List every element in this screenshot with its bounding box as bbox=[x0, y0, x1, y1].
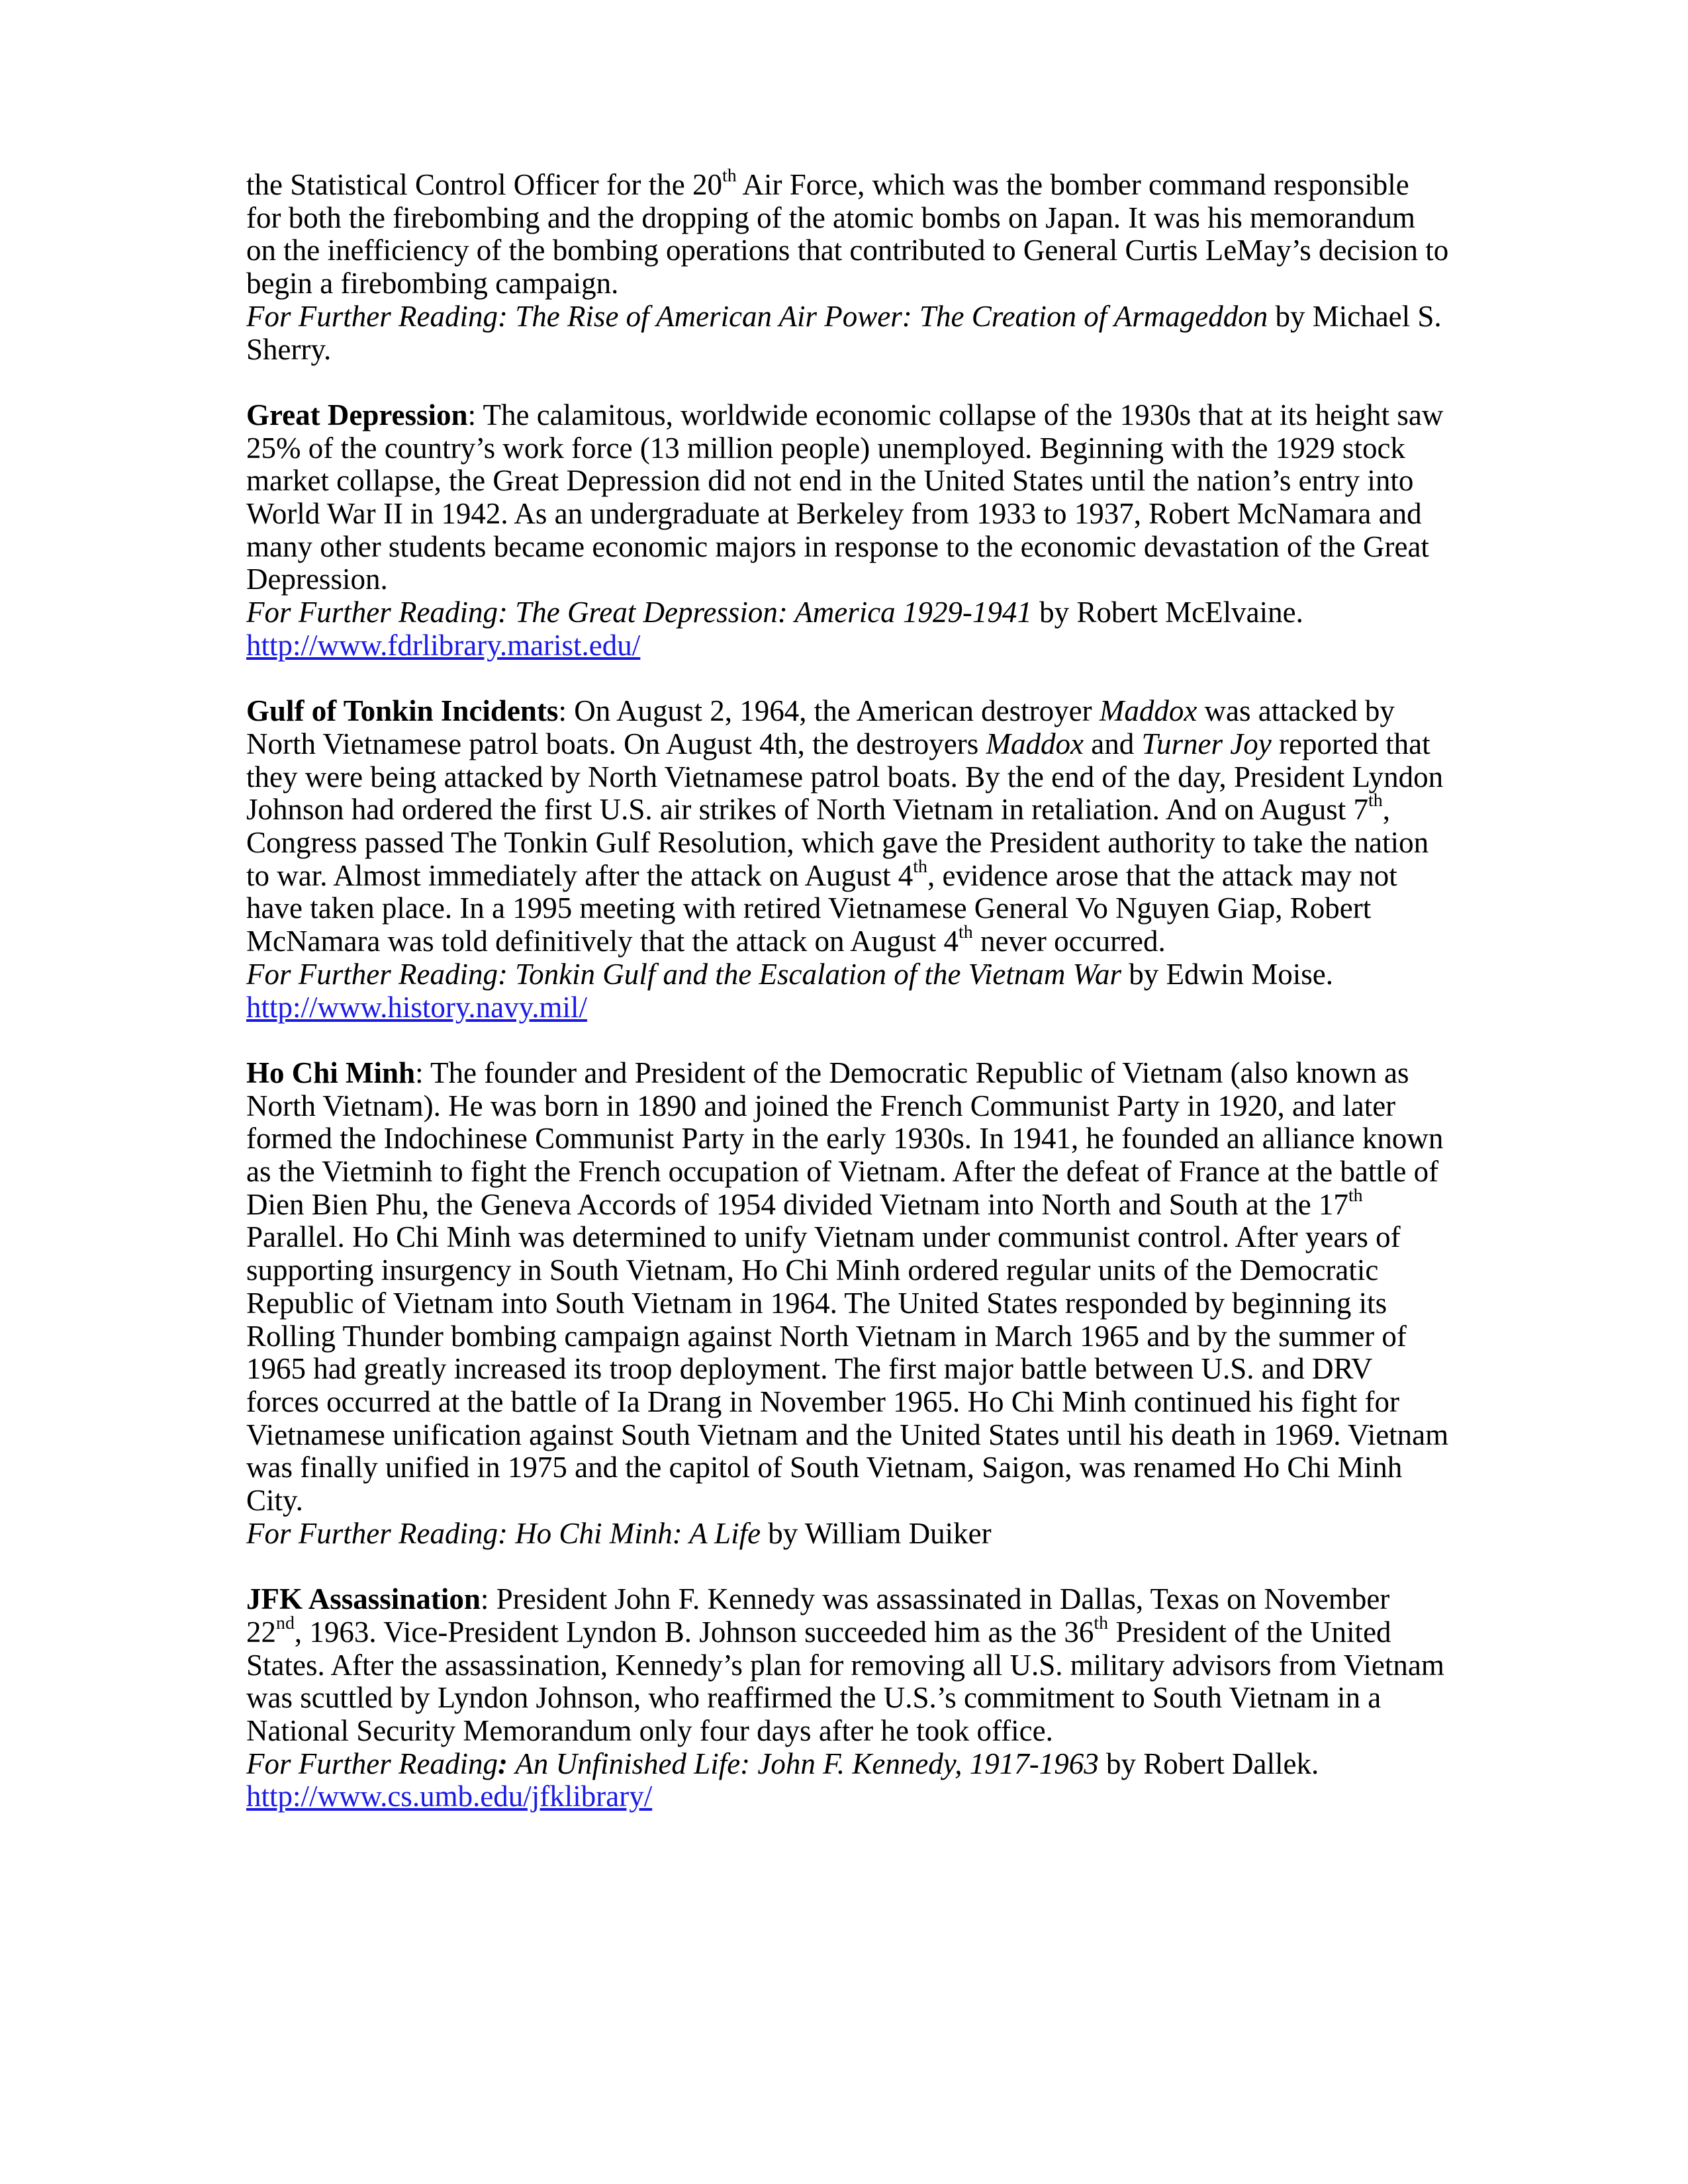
glossary-term: JFK Assassination bbox=[246, 1582, 481, 1616]
glossary-term: Ho Chi Minh bbox=[246, 1056, 416, 1089]
entry-body: JFK Assassination: President John F. Kennedy was assassinated in Dallas, Texas on November 22nd, 1963. Vice-President Lyndon B. Johnson succeeded him as the 36th President of the United States. After the assassination, Kennedy’s plan for removing all U.S. military advisors from Vietnam was scuttled by Lyndon Johnson, who reaffirmed the U.S.’s commitment to South Vietnam in a National Security Memorandum only four days after he took office. bbox=[246, 1582, 1444, 1747]
document-page bbox=[246, 165, 1451, 1846]
further-reading: For Further Reading: Ho Chi Minh: A Life by William Duiker bbox=[246, 1516, 992, 1550]
entry-jfk-assassination bbox=[246, 1583, 1451, 1813]
further-reading: For Further Reading: The Great Depression: America 1929-1941 by Robert McElvaine. bbox=[246, 596, 1303, 629]
glossary-term: Gulf of Tonkin Incidents bbox=[246, 694, 559, 728]
book-title: Ho Chi Minh: A Life bbox=[515, 1516, 761, 1550]
entry-great-depression bbox=[246, 399, 1451, 662]
entry-ho-chi-minh bbox=[246, 1057, 1451, 1551]
entry-mcnamara-statistical-control bbox=[246, 165, 1451, 366]
book-title: The Rise of American Air Power: The Creation of Armageddon bbox=[515, 299, 1268, 333]
further-reading: For Further Reading: Tonkin Gulf and the Escalation of the Vietnam War by Edwin Moise. bbox=[246, 957, 1333, 991]
entry-body: the Statistical Control Officer for the 20th Air Force, which was the bomber command responsible for both the firebombing and the dropping of the atomic bombs on Japan. It was his memorandum on the inefficiency of the bombing operations that contributed to General Curtis LeMay’s decision to begin a firebombing campaign. bbox=[246, 165, 1449, 300]
further-reading: For Further Reading: The Rise of American Air Power: The Creation of Armageddon by Michael S. Sherry. bbox=[246, 299, 1442, 366]
book-title: The Great Depression: America 1929-1941 bbox=[515, 596, 1032, 629]
entry-body: Gulf of Tonkin Incidents: On August 2, 1964, the American destroyer Maddox was attacked by North Vietnamese patrol boats. On August 4th, the destroyers Maddox and Turner Joy reported that they were being attacked by North Vietnamese patrol boats. By the end of the day, President Lyndon Johnson had ordered the first U.S. air strikes of North Vietnam in retaliation. And on August 7th, Congress passed The Tonkin Gulf Resolution, which gave the President authority to take the nation to war. Almost immediately after the attack on August 4th, evidence arose that the attack may not have taken place. In a 1995 meeting with retired Vietnamese General Vo Nguyen Giap, Robert McNamara was told definitively that the attack on August 4th never occurred. bbox=[246, 694, 1444, 958]
entry-gulf-of-tonkin bbox=[246, 695, 1451, 1024]
navy-history-link[interactable]: http://www.history.navy.mil/ bbox=[246, 990, 587, 1024]
book-title: Tonkin Gulf and the Escalation of the Vietnam War bbox=[515, 957, 1121, 991]
jfk-library-link[interactable]: http://www.cs.umb.edu/jfklibrary/ bbox=[246, 1780, 653, 1813]
entry-body: Great Depression: The calamitous, worldwide economic collapse of the 1930s that at its height saw 25% of the country’s work force (13 million people) unemployed. Beginning with the 1929 stock market collapse, the Great Depression did not end in the United States until the nation’s entry into World War II in 1942. As an undergraduate at Berkeley from 1933 to 1937, Robert McNamara and many other students became economic majors in response to the economic devastation of the Great Depression. bbox=[246, 398, 1444, 596]
further-reading: For Further Reading: An Unfinished Life: John F. Kennedy, 1917-1963 by Robert Dallek. bbox=[246, 1747, 1319, 1780]
entry-body: Ho Chi Minh: The founder and President of the Democratic Republic of Vietnam (also known as North Vietnam). He was born in 1890 and joined the French Communist Party in 1920, and later formed the Indochinese Communist Party in the early 1930s. In 1941, he founded an alliance known as the Vietminh to fight the French occupation of Vietnam. After the defeat of France at the battle of Dien Bien Phu, the Geneva Accords of 1954 divided Vietnam into North and South at the 17th Parallel. Ho Chi Minh was determined to unify Vietnam under communist control. After years of supporting insurgency in South Vietnam, Ho Chi Minh ordered regular units of the Democratic Republic of Vietnam into South Vietnam in 1964. The United States responded by beginning its Rolling Thunder bombing campaign against North Vietnam in March 1965 and by the summer of 1965 had greatly increased its troop deployment. The first major battle between U.S. and DRV forces occurred at the battle of Ia Drang in November 1965. Ho Chi Minh continued his fight for Vietnamese unification against South Vietnam and the United States until his death in 1969. Vietnam was finally unified in 1975 and the capitol of South Vietnam, Saigon, was renamed Ho Chi Minh City. bbox=[246, 1056, 1449, 1518]
book-title: An Unfinished Life: John F. Kennedy, 1917-1963 bbox=[515, 1747, 1099, 1780]
glossary-term: Great Depression bbox=[246, 398, 468, 432]
fdr-library-link[interactable]: http://www.fdrlibrary.marist.edu/ bbox=[246, 628, 641, 662]
